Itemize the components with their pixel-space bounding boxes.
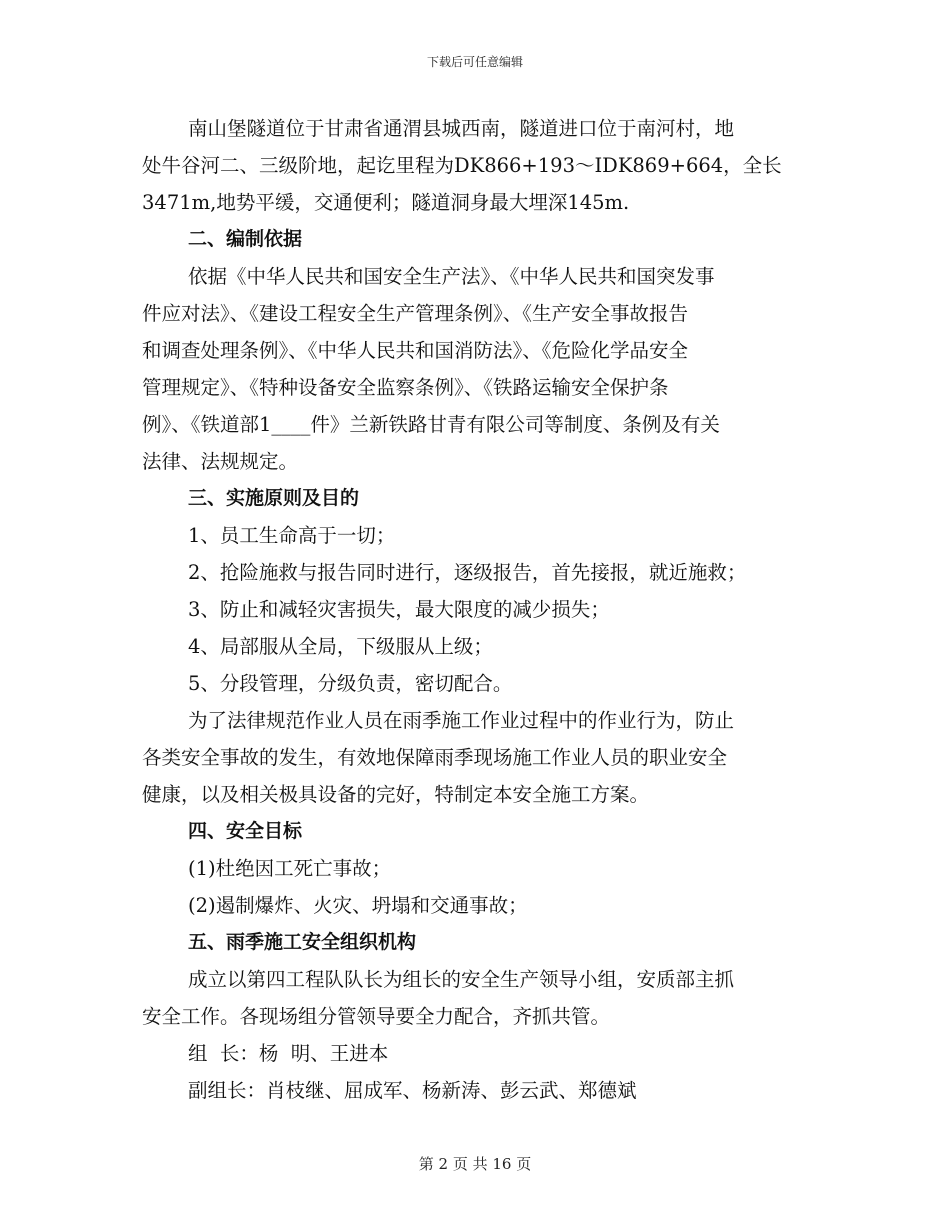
deputy-leader-line: 副组长：肖枝继、屈成军、杨新涛、彭云武、郑德斌 xyxy=(188,1079,637,1102)
list-item: 4、局部服从全局，下级服从上级； xyxy=(188,635,493,658)
list-item: 5、分段管理，分级负责，密切配合。 xyxy=(188,672,513,695)
document-body xyxy=(142,110,810,1109)
section-heading: 五、雨季施工安全组织机构 xyxy=(188,931,417,953)
list-item: (1)杜绝因工死亡事故； xyxy=(188,857,392,880)
section-heading: 三、实施原则及目的 xyxy=(188,487,360,509)
paragraph-line: 为了法律规范作业人员在雨季施工作业过程中的作业行为，防止 xyxy=(188,709,735,732)
paragraph-line: 安全工作。各现场组分管领导要全力配合，齐抓共管。 xyxy=(142,1005,611,1028)
list-item: 3、防止和减轻灾害损失，最大限度的减少损失； xyxy=(188,598,610,621)
paragraph-line: 3471m,地势平缓，交通便利；隧道洞身最大埋深145m. xyxy=(142,191,630,214)
paragraph-line: 南山堡隧道位于甘肃省通渭县城西南，隧道进口位于南河村，地 xyxy=(188,117,735,140)
list-item: 1、员工生命高于一切； xyxy=(188,524,396,547)
paragraph-line: 健康，以及相关极具设备的完好，特制定本安全施工方案。 xyxy=(142,783,650,806)
page-number: 第 2 页 共 16 页 xyxy=(418,1155,532,1173)
paragraph-line: 各类安全事故的发生，有效地保障雨季现场施工作业人员的职业安全 xyxy=(142,746,728,769)
paragraph-line: 处牛谷河二、三级阶地，起讫里程为DK866+193～IDK869+664，全长 xyxy=(142,154,782,177)
paragraph-line: 依据《中华人民共和国安全生产法》、《中华人民共和国突发事 xyxy=(188,265,715,288)
paragraph-line: 例》、《铁道部1____件》兰新铁路甘青有限公司等制度、条例及有关 xyxy=(142,413,720,436)
section-heading: 四、安全目标 xyxy=(188,820,303,842)
paragraph-line: 和调查处理条例》、《中华人民共和国消防法》、《危险化学品安全 xyxy=(142,339,689,362)
paragraph-line: 件应对法》、《建设工程安全生产管理条例》、《生产安全事故报告 xyxy=(142,302,689,325)
list-item: (2)遏制爆炸、火灾、坍塌和交通事故； xyxy=(188,894,528,917)
paragraph-line: 管理规定》、《特种设备安全监察条例》、《铁路运输安全保护条 xyxy=(142,376,669,399)
leader-line: 组 长：杨 明、王进本 xyxy=(188,1042,389,1065)
paragraph-line: 法律、法规规定。 xyxy=(142,450,299,473)
header-note: 下载后可任意编辑 xyxy=(426,55,523,69)
section-heading: 二、编制依据 xyxy=(188,228,303,250)
paragraph-line: 成立以第四工程队队长为组长的安全生产领导小组，安质部主抓 xyxy=(188,968,735,991)
list-item: 2、抢险施救与报告同时进行，逐级报告，首先接报，就近施救； xyxy=(188,561,747,584)
